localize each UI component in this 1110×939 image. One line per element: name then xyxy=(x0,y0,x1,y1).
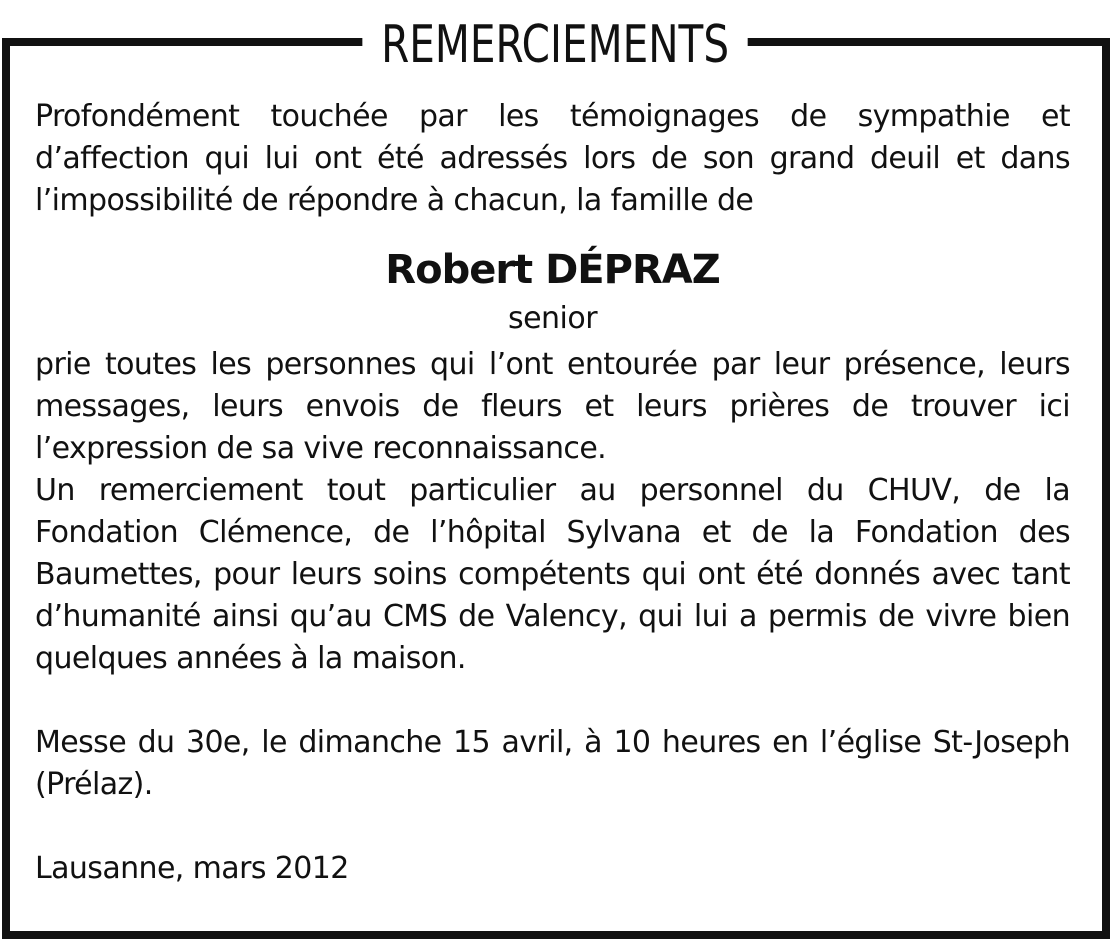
intro-paragraph: Profondément touchée par les témoignages de sympathie et d’affection qui lui ont été adressés lors de son grand deuil et dans l’impossibilité de répondre à chacun, la famille de xyxy=(35,99,1070,218)
mass-paragraph: Messe du 30e, le dimanche 15 avril, à 10 heures en l’église St-Joseph (Prélaz). xyxy=(35,725,1070,802)
name-suffix: senior xyxy=(507,301,598,336)
spacer xyxy=(35,680,1070,722)
deceased-name: Robert DÉPRAZ xyxy=(385,247,720,293)
notice-content xyxy=(35,96,1070,890)
special-thanks-paragraph: Un remerciement tout particulier au personnel du CHUV, de la Fondation Clémence, de l’hôpital Sylvana et de la Fondation des Baumettes, pour leurs soins compétents qui ont été donnés avec tant d’humanité ainsi qu’au CMS de Valency, qui lui a permis de vivre bien quelques années à la maison. xyxy=(35,473,1070,676)
notice-title: REMERCIEMENTS xyxy=(362,12,747,78)
place-date: Lausanne, mars 2012 xyxy=(35,851,349,886)
spacer xyxy=(35,806,1070,848)
thanks-paragraph: prie toutes les personnes qui l’ont entourée par leur présence, leurs messages, leurs envois de fleurs et leurs prières de trouver ici l’expression de sa vive reconnaissance. xyxy=(35,347,1070,466)
